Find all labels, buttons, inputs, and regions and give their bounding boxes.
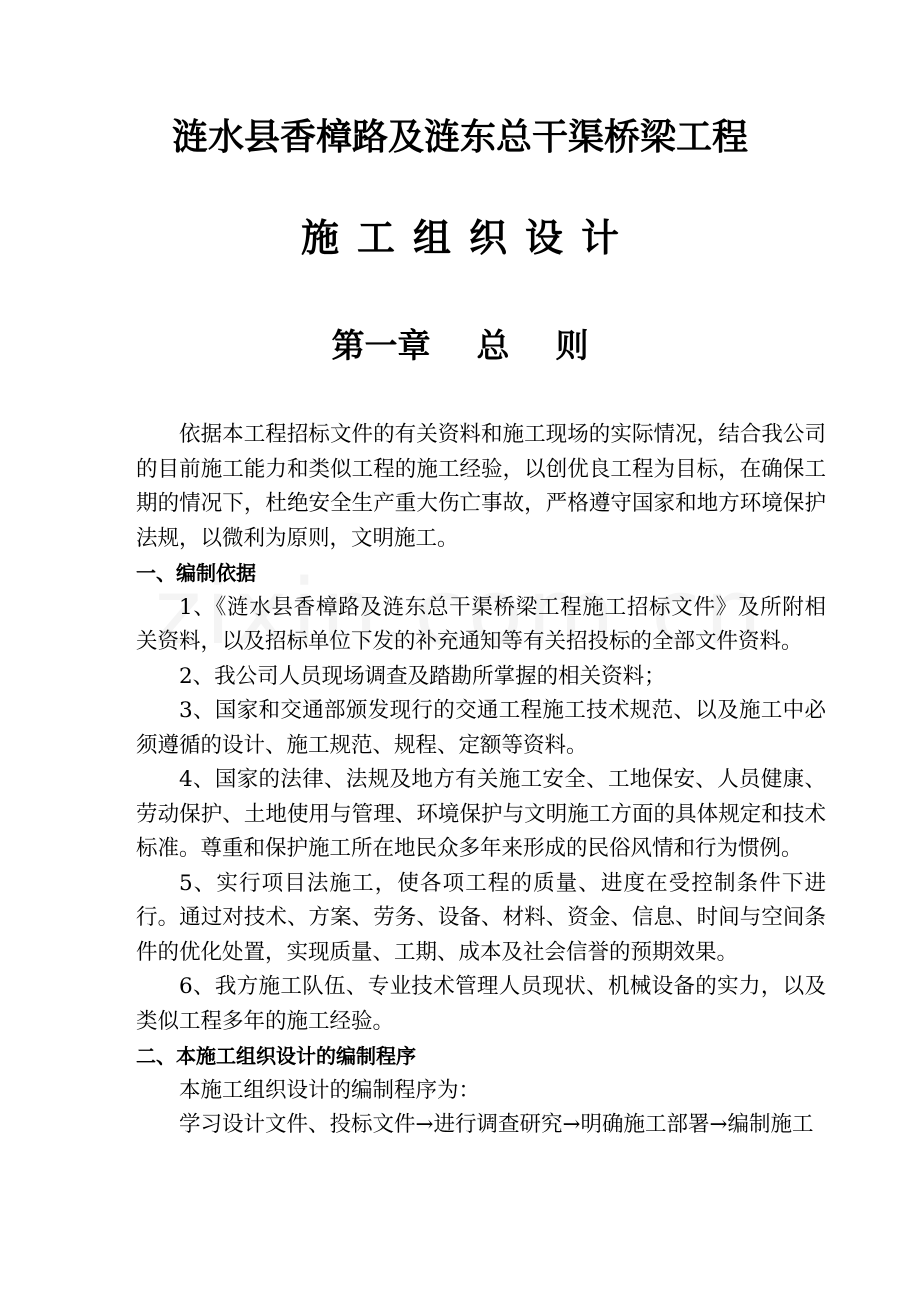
intro-paragraph: 依据本工程招标文件的有关资料和施工现场的实际情况，结合我公司的目前施工能力和类似工程的施工经验，以创优良工程为目标，在确保工期的情况下，杜绝安全生产重大伤亡事故，严格遵守国家和地方环境保护法规，以微利为原则，文明施工。 [136, 422, 826, 551]
document-subtitle: 施工组织设计 [300, 216, 637, 260]
list-item: 2、我公司人员现场调查及踏勘所掌握的相关资料； [179, 663, 666, 689]
list-item: 学习设计文件、投标文件→进行调查研究→明确施工部署→编制施工 [179, 1112, 814, 1137]
list-item: 4、国家的法律、法规及地方有关施工安全、工地保安、人员健康、劳动保护、土地使用与管理、环境保护与文明施工方面的具体规定和技术标准。尊重和保护施工所在地民众多年来形成的民俗风情和行为惯例。 [136, 767, 826, 861]
list-item: 5、实行项目法施工，使各项工程的质量、进度在受控制条件下进行。通过对技术、方案、劳务、设备、材料、资金、信息、时间与空间条件的优化处置，实现质量、工期、成本及社会信誉的预期效果。 [136, 870, 826, 965]
chapter-title: 第一章 总 则 [331, 326, 589, 365]
section-heading: 一、编制依据 [136, 561, 256, 585]
section-heading: 二、本施工组织设计的编制程序 [136, 1044, 416, 1068]
list-item: 6、我方施工队伍、专业技术管理人员现状、机械设备的实力，以及类似工程多年的施工经验。 [136, 974, 826, 1034]
list-item: 本施工组织设计的编制程序为： [179, 1077, 481, 1103]
list-item: 3、国家和交通部颁发现行的交通工程施工技术规范、以及施工中必须遵循的设计、施工规范、规程、定额等资料。 [136, 698, 826, 758]
document-body [136, 418, 826, 1143]
list-item: 1、《涟水县香樟路及涟东总干渠桥梁工程施工招标文件》及所附相关资料，以及招标单位下发的补充通知等有关招投标的全部文件资料。 [136, 594, 826, 654]
document-title: 涟水县香樟路及涟东总干渠桥梁工程 [171, 117, 748, 158]
